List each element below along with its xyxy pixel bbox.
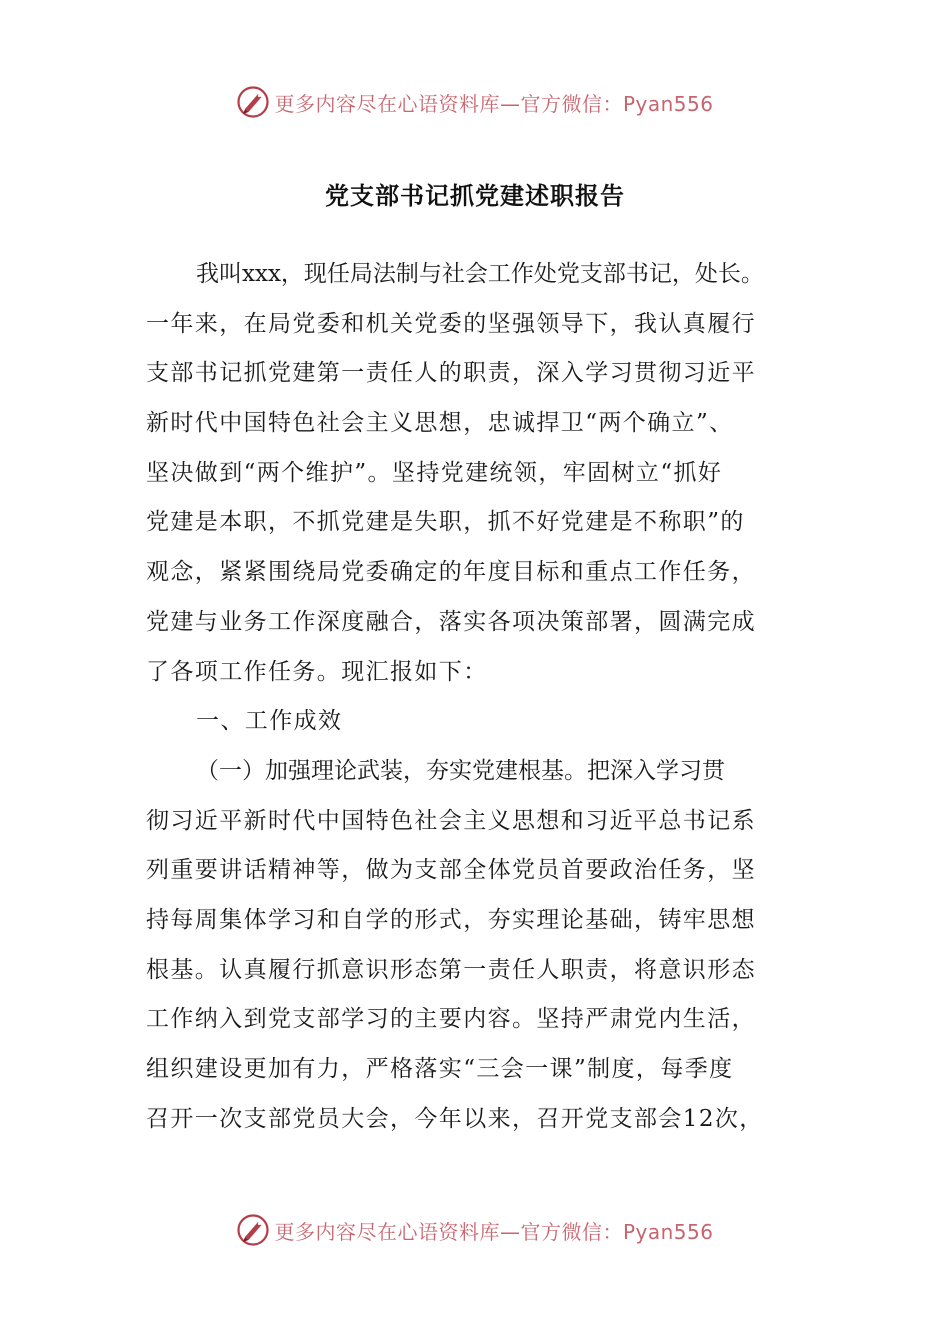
paragraph-line: 党建是本职，不抓党建是失职，抓不好党建是不称职”的 <box>146 509 745 536</box>
pen-circle-logo-icon <box>236 85 270 119</box>
paragraph-line: 观念，紧紧围绕局党委确定的年度目标和重点工作任务， <box>146 559 756 586</box>
paragraph-line: 根基。认真履行抓意识形态第一责任人职责，将意识形态 <box>146 956 756 983</box>
header-watermark <box>0 80 950 124</box>
paragraph-line: 了各项工作任务。现汇报如下： <box>146 658 488 685</box>
section-heading: 一、工作成效 <box>196 708 343 735</box>
paragraph-line: 新时代中国特色社会主义思想，忠诚捍卫“两个确立”、 <box>146 410 734 437</box>
paragraph-line: 工作纳入到党支部学习的主要内容。坚持严肃党内生活， <box>146 1006 756 1033</box>
paragraph-line: 一年来，在局党委和机关党委的坚强领导下，我认真履行 <box>146 310 756 337</box>
footer-watermark <box>0 1208 950 1252</box>
paragraph-line: 组织建设更加有力，严格落实“三会一课”制度，每季度 <box>146 1056 734 1082</box>
document-title: 党支部书记抓党建述职报告 <box>325 181 625 210</box>
paragraph-line: 列重要讲话精神等，做为支部全体党员首要政治任务，坚 <box>146 857 756 884</box>
paragraph-line: 坚决做到“两个维护”。坚持党建统领，牢固树立“抓好 <box>146 459 723 486</box>
pen-circle-logo-icon <box>236 1213 270 1247</box>
paragraph-line: 召开一次支部党员大会，今年以来，召开党支部会12次， <box>146 1105 764 1132</box>
watermark-text: 更多内容尽在心语资料库—官方微信：Pyan556 <box>274 1219 714 1244</box>
paragraph-line: 我叫xxx，现任局法制与社会工作处党支部书记，处长。 <box>196 261 764 287</box>
paragraph-line: 持每周集体学习和自学的形式，夯实理论基础，铸牢思想 <box>146 906 756 933</box>
paragraph-line: 支部书记抓党建第一责任人的职责，深入学习贯彻习近平 <box>146 360 756 387</box>
document-body <box>146 250 826 1144</box>
subsection-heading-line: （一）加强理论武装，夯实党建根基。把深入学习贯 <box>196 757 725 784</box>
paragraph-line: 彻习近平新时代中国特色社会主义思想和习近平总书记系 <box>146 807 756 834</box>
paragraph-line: 党建与业务工作深度融合，落实各项决策部署，圆满完成 <box>146 608 756 635</box>
watermark-text: 更多内容尽在心语资料库—官方微信：Pyan556 <box>274 91 714 116</box>
